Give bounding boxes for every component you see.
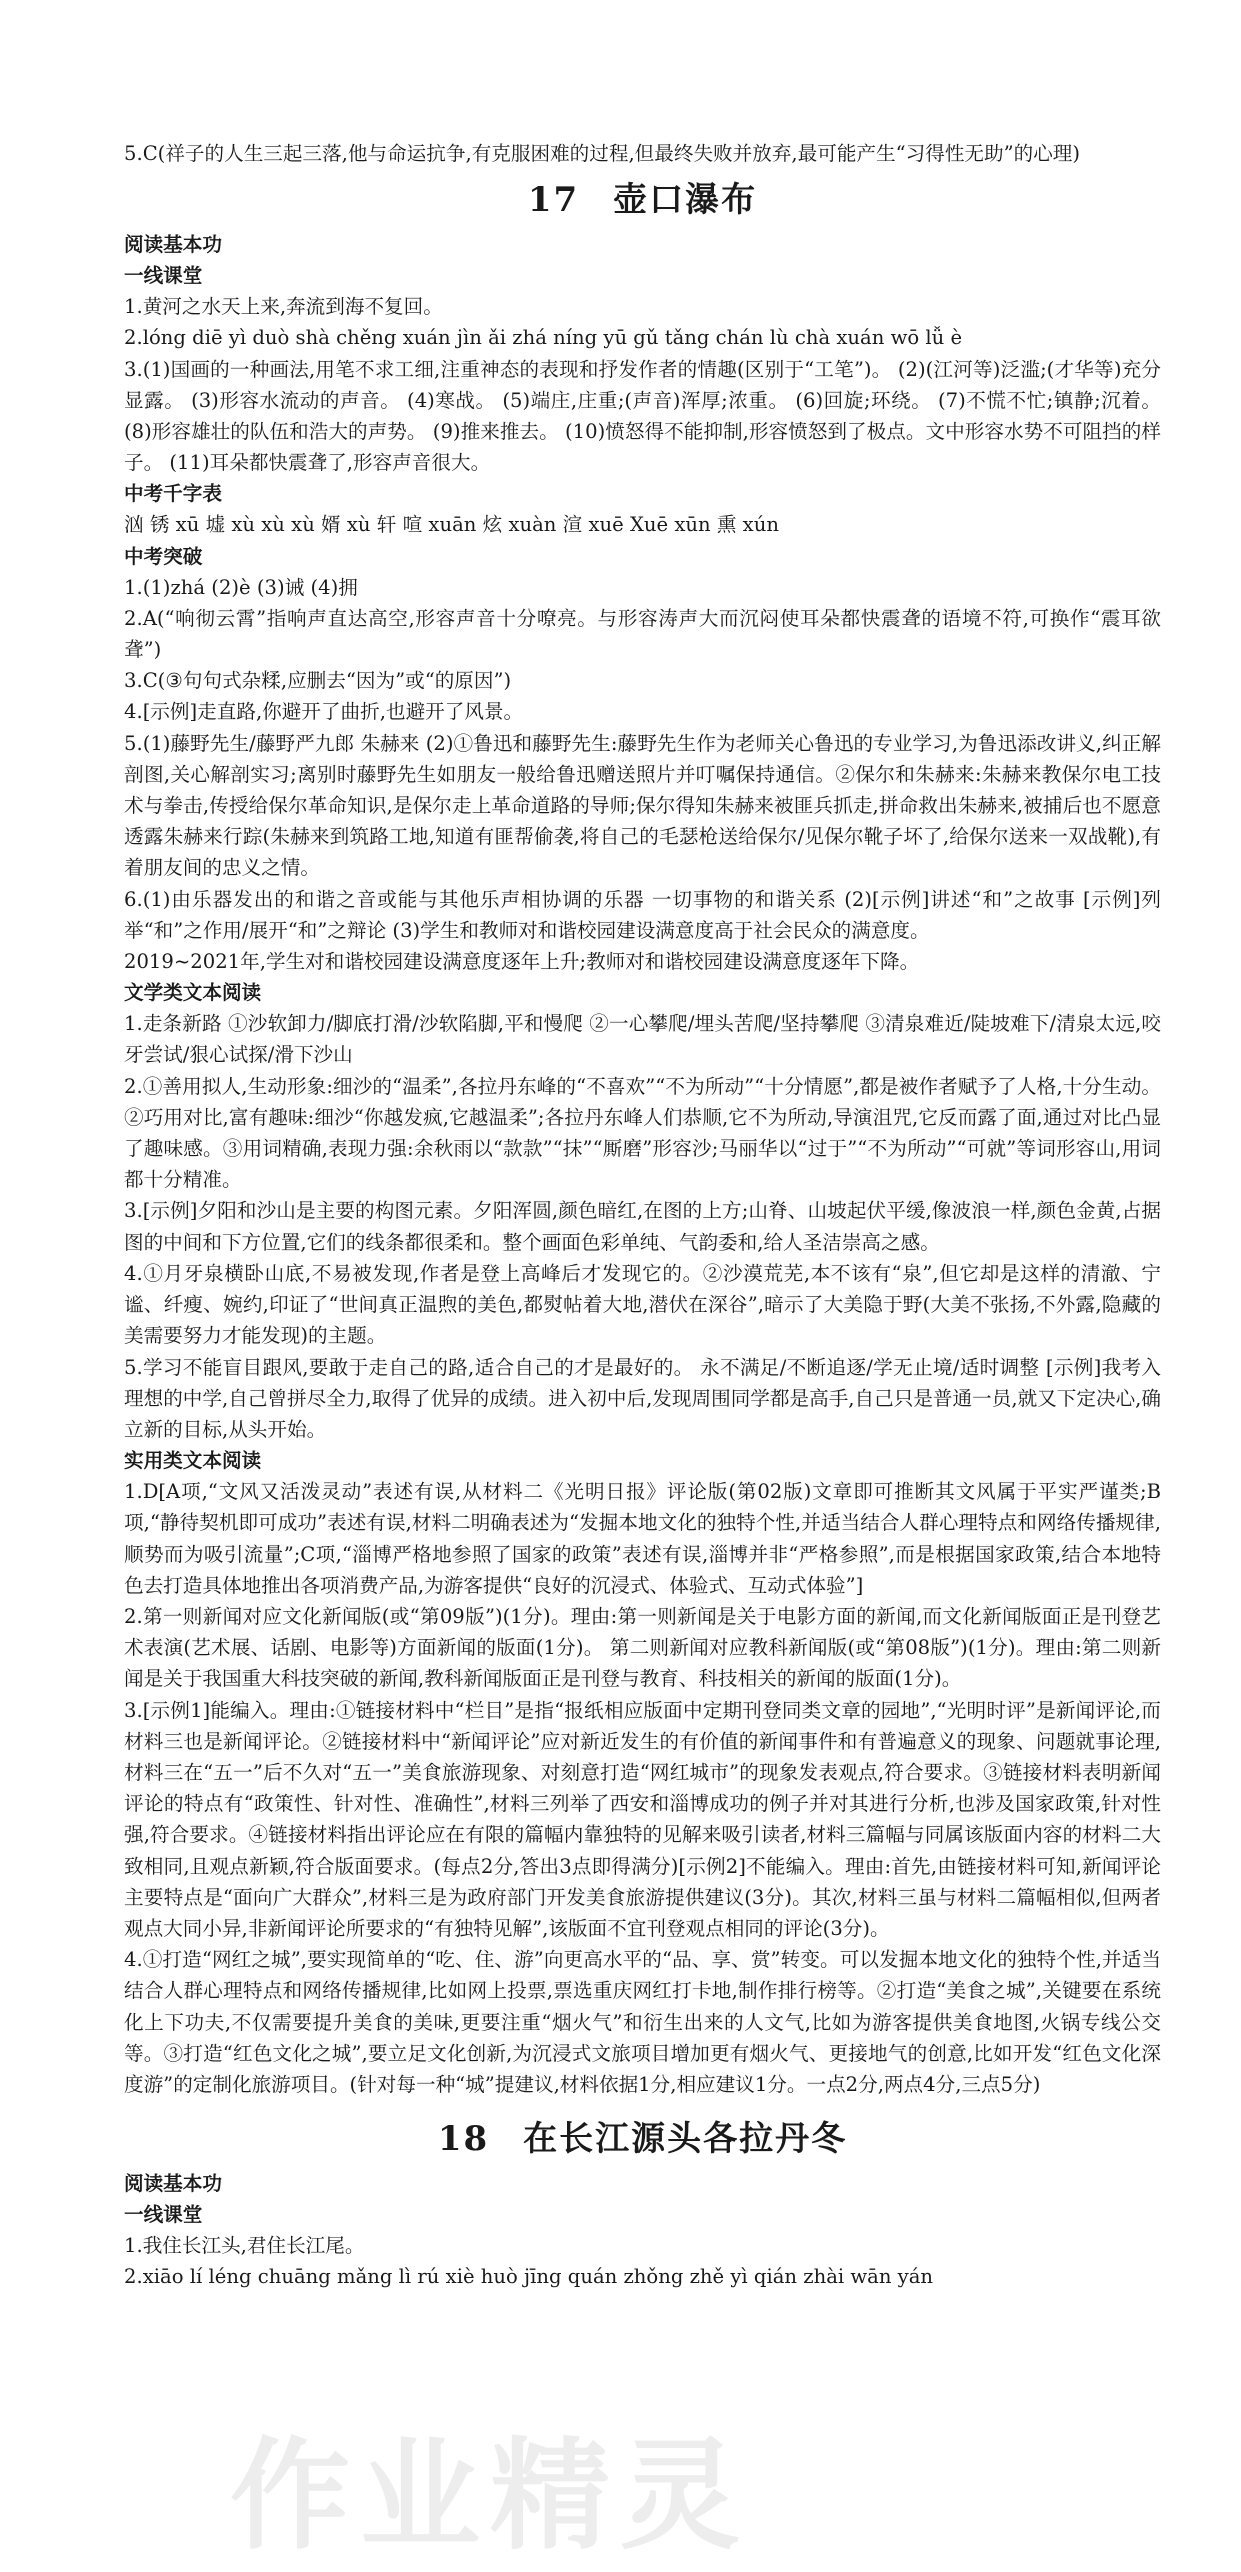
section-18-title [124,2114,1161,2164]
s18-heading-reading: 阅读基本功 [124,2172,222,2196]
s17-lit-answer-5: 5.学习不能盲目跟风,要敢于走自己的路,适合自己的才是最好的。 永不满足/不断追逐/学无止境/适时调整 [示例]我考入理想的中学,自己曾拼尽全力,取得了优异的成绩。进入初中后,发现周围同学都是高手,自己只是普通一员,就又下定决心,确立新的目标,从头开始。 [124,1355,1161,1441]
s17-prac-answer-3: 3.[示例1]能编入。理由:①链接材料中“栏目”是指“报纸相应版面中定期刊登同类文章的园地”,“光明时评”是新闻评论,而材料三也是新闻评论。②链接材料中“新闻评论”应对新近发生的有价值的新闻事件和有普遍意义的现象、问题就事论理,材料三在“五一”后不久对“五一”美食旅游现象、对刻意打造“网红城市”的现象发表观点,符合要求。③链接材料表明新闻评论的特点有“政策性、针对性、准确性”,材料三列举了西安和淄博成功的例子并对其进行分析,也涉及国家政策,针对性强,符合要求。④链接材料指出评论应在有限的篇幅内靠独特的见解来吸引读者,材料三篇幅与同属该版面内容的材料二大致相同,且观点新颖,符合版面要求。(每点2分,答出3点即得满分)[示例2]不能编入。理由:首先,由链接材料可知,新闻评论主要特点是“面向广大群众”,材料三是为政府部门开发美食旅游提供建议(3分)。其次,材料三虽与材料二篇幅相似,但两者观点大同小异,非新闻评论所要求的“有独特见解”,该版面不宜刊登观点相同的评论(3分)。 [124,1698,1161,1940]
s17-lit-answer-1: 1.走条新路 ①沙软卸力/脚底打滑/沙软陷脚,平和慢爬 ②一心攀爬/埋头苦爬/坚持攀爬 ③清泉难近/陡坡难下/清泉太远,咬牙尝试/狠心试探/滑下沙山 [124,1012,1161,1067]
s18-class-answer-2: 2.xiāo lí léng chuāng mǎng lì rú xiè huò jīng quán zhǒng zhě yì qián zhài wān yán [124,2265,934,2289]
s18-class-answer-1: 1.我住长江头,君住长江尾。 [124,2234,365,2258]
watermark-logo: 作业精灵 [230,2427,750,2566]
s17-break-answer-6: 6.(1)由乐器发出的和谐之音或能与其他乐声相协调的乐器 一切事物的和谐关系 (2)[示例]讲述“和”之故事 [示例]列举“和”之作用/展开“和”之辩论 (3)学生和教师对和谐校园建设满意度高于社会民众的满意度。 [124,887,1161,942]
s17-class-answer-1: 1.黄河之水天上来,奔流到海不复回。 [124,295,443,319]
s17-break-answer-1: 1.(1)zhá (2)è (3)诫 (4)拥 [124,575,358,599]
s17-heading-breakthrough: 中考突破 [124,544,203,568]
intro-answer-5: 5.C(祥子的人生三起三落,他与命运抗争,有克服困难的过程,但最终失败并放弃,最可能产生“习得性无助”的心理) [124,142,1081,165]
section-17-title [124,175,1161,225]
s17-heading-practical: 实用类文本阅读 [124,1449,262,1473]
s17-break-answer-2: 2.A(“响彻云霄”指响声直达高空,形容声音十分嘹亮。与形容涛声大而沉闷使耳朵都快震聋的语境不符,可换作“震耳欲聋”) [124,606,1161,662]
s17-heading-reading: 阅读基本功 [124,233,222,257]
section-18-number: 18 [437,2119,490,2160]
section-17-number: 17 [527,180,580,221]
s17-prac-answer-4: 4.①打造“网红之城”,要实现简单的“吃、住、游”向更高水平的“品、享、赏”转变。可以发掘本地文化的独特个性,并适当结合人群心理特点和网络传播规律,比如网上投票,票选重庆网红打卡地,制作排行榜等。②打造“美食之城”,关键要在系统化上下功夫,不仅需要提升美食的美味,更要注重“烟火气”和衍生出来的人文气,比如为游客提供美食地图,火锅专线公交等。③打造“红色文化之城”,要立足文化创新,为沉浸式文旅项目增加更有烟火气、更接地气的创意,比如开发“红色文化深度游”的定制化旅游项目。(针对每一种“城”提建议,材料依据1分,相应建议1分。一点2分,两点4分,三点5分) [124,1948,1161,2096]
s17-lit-answer-2: 2.①善用拟人,生动形象:细沙的“温柔”,各拉丹东峰的“不喜欢”“不为所动”“十分情愿”,都是被作者赋予了人格,十分生动。②巧用对比,富有趣味:细沙“你越发疯,它越温柔”;各拉丹东峰人们恭顺,它不为所动,导演沮咒,它反而露了面,通过对比凸显了趣味感。③用词精确,表现力强:余秋雨以“款款”“抹”“厮磨”形容沙;马丽华以“过于”“不为所动”“可就”等词形容山,用词都十分精准。 [124,1074,1161,1192]
s17-prac-answer-2: 2.第一则新闻对应文化新闻版(或“第09版”)(1分)。理由:第一则新闻是关于电影方面的新闻,而文化新闻版面正是刊登艺术表演(艺术展、话剧、电影等)方面新闻的版面(1分)。 第二则新闻对应教科新闻版(或“第08版”)(1分)。理由:第二则新闻是关于我国重大科技突破的新闻,教科新闻版面正是刊登与教育、科技相关的新闻的版面(1分)。 [124,1604,1161,1691]
s17-heading-literary: 文学类文本阅读 [124,981,262,1005]
section-18-title-text: 在长江源头各拉丹冬 [523,2119,848,2160]
s17-heading-class: 一线课堂 [124,264,203,288]
s18-heading-class: 一线课堂 [124,2203,203,2227]
s17-lit-answer-4: 4.①月牙泉横卧山底,不易被发现,作者是登上高峰后才发现它的。②沙漠荒芜,本不该有“泉”,但它却是这样的清澈、宁谧、纤瘦、婉约,印证了“世间真正温煦的美色,都熨帖着大地,潜伏在深谷”,暗示了大美隐于野(大美不张扬,不外露,隐藏的美需要努力才能发现)的主题。 [124,1261,1161,1348]
section-17-title-text: 壶口瀑布 [613,180,758,221]
s17-class-answer-3: 3.(1)国画的一种画法,用笔不求工细,注重神态的表现和抒发作者的情趣(区别于“工笔”)。 (2)(江河等)泛滥;(才华等)充分显露。 (3)形容水流动的声音。 (4)寒战。 (5)端庄,庄重;(声音)浑厚;浓重。 (6)回旋;环绕。 (7)不慌不忙;镇静;沉着。 (8)形容雄壮的队伍和浩大的声势。 (9)推来推去。 (10)愤怒得不能抑制,形容愤怒到了极点。文中形容水势不可阻挡的样子。 (11)耳朵都快震聋了,形容声音很大。 [124,357,1161,475]
s17-break-answer-5: 5.(1)藤野先生/藤野严九郎 朱赫来 (2)①鲁迅和藤野先生:藤野先生作为老师关心鲁迅的专业学习,为鲁迅添改讲义,纠正解剖图,关心解剖实习;离别时藤野先生如朋友一般给鲁迅赠送照片并叮嘱保持通信。②保尔和朱赫来:朱赫来教保尔电工技术与拳击,传授给保尔革命知识,是保尔走上革命道路的导师;保尔得知朱赫来被匪兵抓走,拼命救出朱赫来,被捕后也不愿意透露朱赫来行踪(朱赫来到筑路工地,知道有匪帮偷袭,将自己的毛瑟枪送给保尔/见保尔靴子坏了,给保尔送来一双战靴),有着朋友间的忠义之情。 [124,731,1161,880]
s17-break-answer-6-cont: 2019~2021年,学生对和谐校园建设满意度逐年上升;教师对和谐校园建设满意度逐年下降。 [124,950,920,974]
s17-words-list: 汹 锈 xū 墟 xù xù xù 婿 xù 轩 喧 xuān 炫 xuàn 渲 xuē Xuē xūn 熏 xún [124,513,779,537]
s17-class-answer-2: 2.lóng diē yì duò shà chěng xuán jìn ǎi zhá níng yū gǔ tǎng chán lù chà xuán wō lǚ è [124,326,963,350]
s17-lit-answer-3: 3.[示例]夕阳和沙山是主要的构图元素。夕阳浑圆,颜色暗红,在图的上方;山脊、山坡起伏平缓,像波浪一样,颜色金黄,占据图的中间和下方位置,它们的线条都很柔和。整个画面色彩单纯、气韵委和,给人圣洁崇高之感。 [124,1199,1161,1254]
s17-heading-words: 中考千字表 [124,482,222,506]
s17-break-answer-4: 4.[示例]走直路,你避开了曲折,也避开了风景。 [124,700,524,724]
s17-break-answer-3: 3.C(③句句式杂糅,应删去“因为”或“的原因”) [124,669,512,693]
s17-prac-answer-1: 1.D[A项,“文风又活泼灵动”表述有误,从材料二《光明日报》评论版(第02版)文章即可推断其文风属于平实严谨类;B项,“静待契机即可成功”表述有误,材料二明确表述为“发掘本地文化的独特个性,并适当结合人群心理特点和网络传播规律,顺势而为吸引流量”;C项,“淄博严格地参照了国家的政策”表述有误,淄博并非“严格参照”,而是根据国家政策,结合本地特色去打造具体地推出各项消费产品,为游客提供“良好的沉浸式、体验式、互动式体验”] [124,1480,1161,1597]
